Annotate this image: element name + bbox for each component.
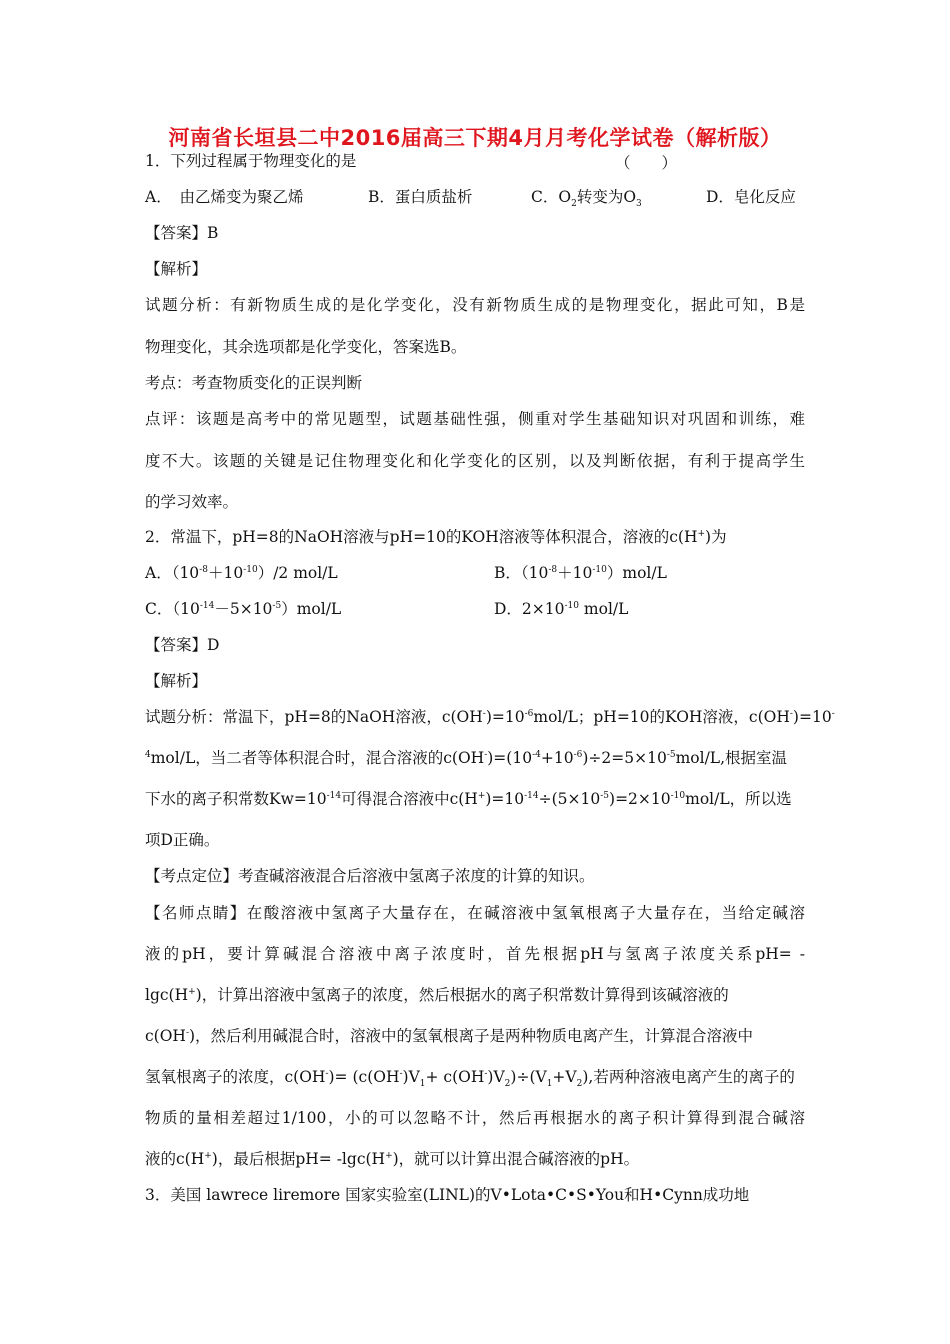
q2-option-d: D．$2\times 10^{-10}$ mol/L	[494, 600, 629, 618]
q2-option-c: C．$(10^{-14}-5\times 10^{-5})mol/L$	[145, 600, 342, 618]
q2-exam-point-location: 【考点定位】考查碱溶液混合后溶液中氢离子浓度的计算的知识。	[145, 867, 595, 885]
q1-comment-line-2: 度不大。该题的关键是记住物理变化和化学变化的区别，以及判断依据，有利于提高学生	[145, 452, 805, 470]
q2-teacher-note-line-3: lgc(H+)，计算出溶液中氢离子的浓度，然后根据水的离子积常数计算得到该碱溶液的	[145, 986, 729, 1004]
q2-stem: 2．常温下，pH=8的NaOH溶液与pH=10的KOH溶液等体积混合，溶液的c(H+)为	[145, 528, 727, 546]
q1-option-d: D．皂化反应	[706, 188, 796, 206]
q1-option-c: C．$O_2$转变为$O_3$	[531, 188, 642, 210]
q1-analysis-line-1: 试题分析：有新物质生成的是化学变化，没有新物质生成的是物理变化，据此可知，B是	[145, 296, 805, 314]
q2-analysis-heading: 【解析】	[145, 672, 208, 690]
q1-comment-line-1: 点评：该题是高考中的常见题型，试题基础性强，侧重对学生基础知识对巩固和训练，难	[145, 410, 805, 428]
q1-answer: 【答案】B	[145, 224, 219, 242]
q2-teacher-note-line-1: 【名师点睛】在酸溶液中氢离子大量存在，在碱溶液中氢氧根离子大量存在，当给定碱溶	[145, 904, 805, 922]
q1-answer-blank: （ ）	[615, 154, 678, 172]
q1-comment-line-3: 的学习效率。	[145, 493, 239, 511]
q1-stem: 1．下列过程属于物理变化的是	[145, 152, 357, 170]
q2-analysis-line-1: 试题分析：常温下，pH=8的NaOH溶液，$c(OH^-)=10^{-6}mol/L$；pH=10的KOH溶液，c(OH-)=10-	[145, 708, 835, 726]
q2-answer: 【答案】D	[145, 636, 220, 654]
q2-analysis-line-3: 下水的离子积常数$Kw=10^{-14}$可得混合溶液中$c(H^+)=10^{-14}\div(5\times 10^{-5})=2\times 10^{-10}mol/L$，所以选	[145, 790, 792, 808]
q1-exam-point: 考点：考查物质变化的正误判断	[145, 374, 363, 392]
q2-teacher-note-line-6: 物质的量相差超过1/100，小的可以忽略不计，然后再根据水的离子积计算得到混合碱溶	[145, 1109, 805, 1127]
q1-option-a: A． 由乙烯变为聚乙烯	[145, 188, 304, 206]
q3-stem: 3．美国 lawrece liremore 国家实验室(LINL)的V•Lota•C•S•You和H•Cynn成功地	[145, 1186, 750, 1204]
q2-teacher-note-line-7: 液的c(H+)，最后根据pH= -lgc(H+)，就可以计算出混合碱溶液的pH。	[145, 1150, 640, 1168]
q2-teacher-note-line-5: 氢氧根离子的浓度，$c(OH^-)= (c(OH^-)V_1+ c(OH^-)V_2)\div(V_1+V_2)$,若两种溶液电离产生的离子的	[145, 1068, 795, 1090]
q2-teacher-note-line-2: 液的pH，要计算碱混合溶液中离子浓度时，首先根据pH与氢离子浓度关系pH= -	[145, 945, 805, 963]
q1-option-b: B．蛋白质盐析	[368, 188, 473, 206]
q1-analysis-line-2: 物理变化，其余选项都是化学变化，答案选B。	[145, 338, 467, 356]
q2-analysis-line-2: $^4$mol/L，当二者等体积混合时，混合溶液的$c(OH^-)=(10^{-4}+10^{-6})\div 2=5\times 10^{-5}mol/L$,根据室温	[145, 749, 788, 767]
q1-analysis-heading: 【解析】	[145, 260, 208, 278]
q2-analysis-line-4: 项D正确。	[145, 831, 220, 849]
document-title: 河南省长垣县二中2016届高三下期4月月考化学试卷（解析版）	[168, 126, 782, 150]
q2-option-b: B．$(10^{-8}+10^{-10})mol/L$	[494, 564, 667, 582]
q2-teacher-note-line-4: c(OH-)，然后利用碱混合时，溶液中的氢氧根离子是两种物质电离产生，计算混合溶液中	[145, 1027, 754, 1045]
q2-option-a: A．$(10^{-8}+10^{-10})/2$ mol/L	[145, 564, 338, 582]
